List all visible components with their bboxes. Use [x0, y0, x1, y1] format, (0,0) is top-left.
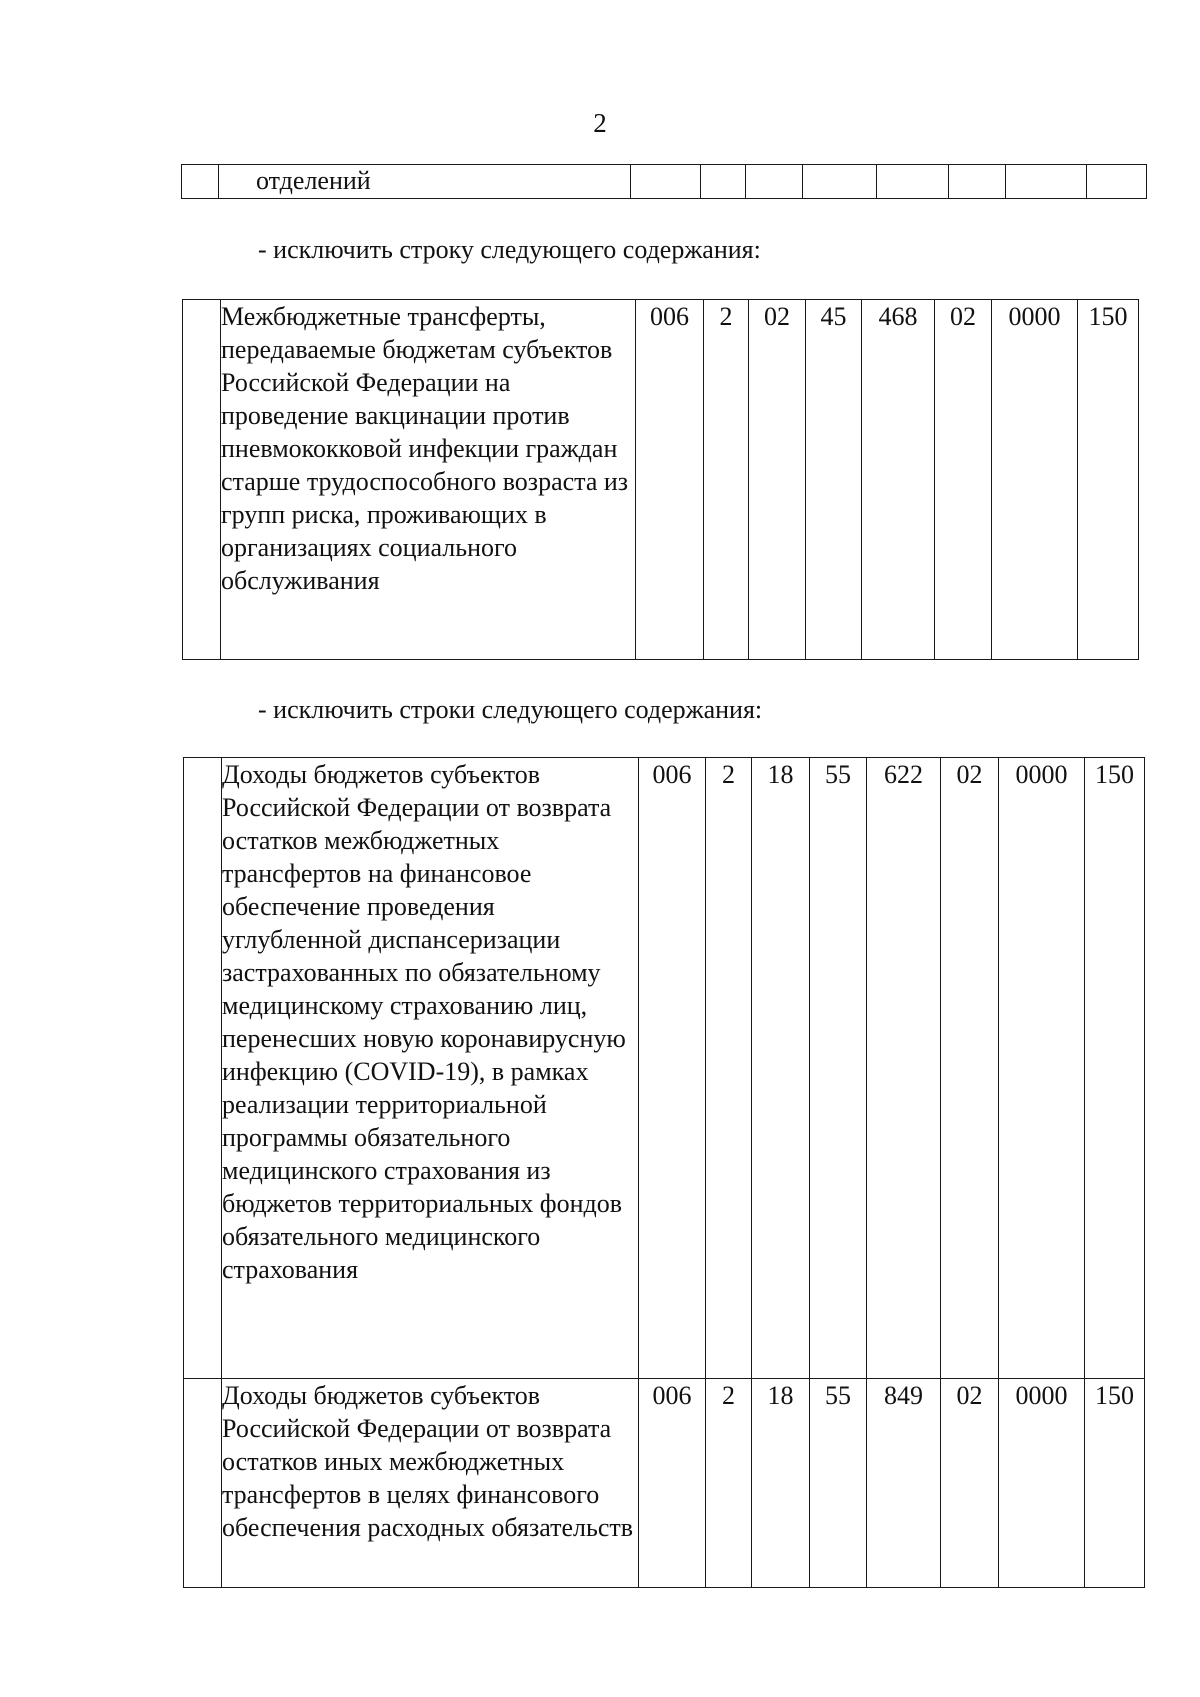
code-cell: 006 [639, 758, 706, 1379]
row-marker-cell [182, 165, 219, 199]
code-cell: 2 [706, 1379, 752, 1588]
table-row [184, 758, 1145, 1379]
code-cell: 02 [749, 300, 806, 660]
code-cell: 2 [706, 758, 752, 1379]
excluded-row-table [182, 299, 1139, 660]
code-cell: 849 [867, 1379, 941, 1588]
code-cell: 0000 [999, 1379, 1085, 1588]
instruction-exclude-rows: - исключить строки следующего содержания: [258, 695, 763, 724]
code-cell [803, 165, 877, 199]
table-row [184, 1379, 1145, 1588]
code-cell: 2 [704, 300, 749, 660]
row-marker-cell [184, 1379, 222, 1588]
row-description: отделений [219, 165, 631, 199]
code-cell: 0000 [992, 300, 1078, 660]
code-cell: 150 [1078, 300, 1139, 660]
row-marker-cell [184, 758, 222, 1379]
code-cell: 02 [941, 758, 999, 1379]
code-cell [631, 165, 701, 199]
code-cell [877, 165, 949, 199]
row-marker-cell [183, 300, 221, 660]
table-row [183, 300, 1139, 660]
code-cell: 55 [810, 1379, 867, 1588]
code-cell: 622 [867, 758, 941, 1379]
code-cell [1006, 165, 1087, 199]
row-description: Доходы бюджетов субъектов Российской Федерации от возврата остатков межбюджетных трансфертов на финансовое обеспечение проведения углубленной диспансеризации застрахованных по обязательному медицинскому страхованию лиц, перенесших новую коронавирусную инфекцию (COVID-19), в рамках реализации территориальной программы обязательного медицинского страхования из бюджетов территориальных фондов обязательного медицинского страхования [222, 758, 639, 1379]
code-cell: 468 [862, 300, 935, 660]
code-cell: 18 [752, 758, 810, 1379]
instruction-exclude-row: - исключить строку следующего содержания: [258, 235, 761, 264]
row-description: Доходы бюджетов субъектов Российской Федерации от возврата остатков иных межбюджетных трансфертов в целях финансового обеспечения расходных обязательств [222, 1379, 639, 1588]
excluded-rows-table [183, 757, 1145, 1588]
page-number: 2 [593, 108, 607, 138]
code-cell [701, 165, 746, 199]
code-cell [746, 165, 803, 199]
code-cell: 006 [639, 1379, 706, 1588]
code-cell [1087, 165, 1147, 199]
table-row [182, 165, 1147, 199]
code-cell: 02 [941, 1379, 999, 1588]
row-description: Межбюджетные трансферты, передаваемые бюджетам субъектов Российской Федерации на проведение вакцинации против пневмококковой инфекции граждан старше трудоспособного возраста из групп риска, проживающих в организациях социального обслуживания [221, 300, 636, 660]
code-cell: 02 [935, 300, 992, 660]
code-cell: 55 [810, 758, 867, 1379]
code-cell: 150 [1085, 758, 1145, 1379]
code-cell: 0000 [999, 758, 1085, 1379]
code-cell: 45 [806, 300, 862, 660]
code-cell: 006 [636, 300, 704, 660]
continuation-table [181, 164, 1147, 199]
code-cell: 18 [752, 1379, 810, 1588]
code-cell [949, 165, 1006, 199]
code-cell: 150 [1085, 1379, 1145, 1588]
